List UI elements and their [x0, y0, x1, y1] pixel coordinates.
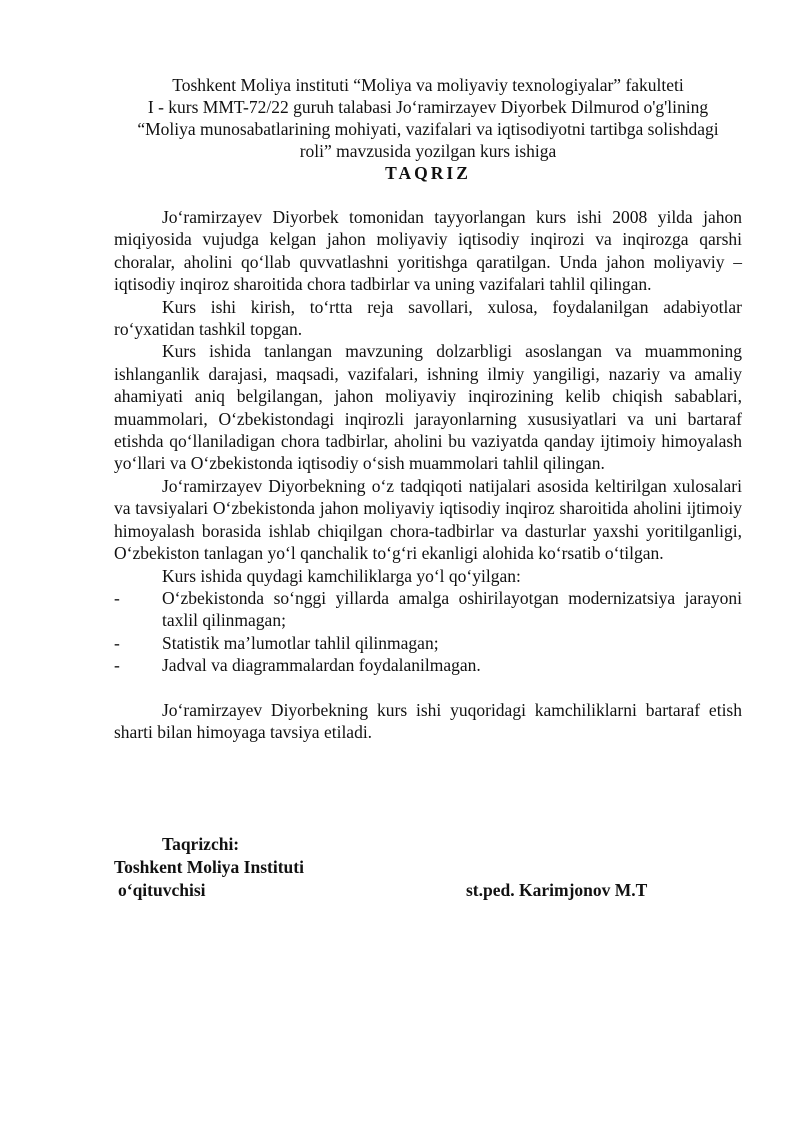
header-topic-line-end: roli” mavzusida yozilgan kurs ishiga — [299, 141, 557, 161]
list-item-text: Jadval va diagrammalardan foydalanilmagan. — [162, 655, 481, 676]
header-faculty-line: Toshkent Moliya instituti “Moliya va moliyaviy texnologiyalar” fakulteti — [172, 75, 684, 95]
paragraph-structure: Kurs ishi kirish, to‘rtta reja savollari, xulosa, foydalanilgan adabiyotlar ro‘yxatidan tashkil topgan. — [114, 296, 742, 340]
reviewer-position: o‘qituvchisi — [118, 880, 206, 900]
paragraph-intro: Jo‘ramirzayev Diyorbek tomonidan tayyorlangan kurs ishi 2008 yilda jahon miqiyosida vujudga kelgan jahon moliyaviy iqtisodiy inqirozi va inqirozga qarshi choralar, aholini qo‘llab quvvatlashni yoritishga qaratilgan. Unda jahon moliyaviy – iqtisodiy inqiroz sharoitida chora tadbirlar va uning vazifalari tahlil qilingan. — [114, 207, 742, 295]
paragraph-conclusions: Jo‘ramirzayev Diyorbekning o‘z tadqiqoti natijalari asosida keltirilgan xulosalari va tavsiyalari O‘zbekistonda jahon moliyaviy iqtisodiy inqiroz sharoitida aholini ijtimoiy himoyalash borasida ishlab chiqilgan chora-tadbirlar va dasturlar yaxshi yoritilganligi, O‘zbekiston tanlagan yo‘l qanchalik to‘g‘ri ekanligi alohida ko‘rsatib o‘tilgan. — [114, 475, 742, 564]
reviewer-label: Taqrizchi: — [162, 834, 240, 854]
document-header — [114, 74, 742, 162]
header-student-line: I - kurs MMT-72/22 guruh talabasi Jo‘ramirzayev Diyorbek Dilmurod o'g'lining — [147, 97, 709, 117]
signature-block — [114, 833, 742, 902]
list-dash: - — [114, 632, 120, 653]
document-title: TAQRIZ — [385, 163, 471, 183]
list-dash: - — [114, 587, 120, 608]
review-body — [114, 206, 742, 743]
reviewer-name: st.ped. Karimjonov M.T — [466, 880, 648, 900]
list-item — [114, 587, 742, 632]
paragraph-analysis: Kurs ishida tanlangan mavzuning dolzarbligi asoslangan va muammoning ishlanganlik darajasi, maqsadi, vazifalari, ishning ilmiy yangiligi, nazariy va amaliy ahamiyati aniq belgilangan, jahon moliyaviy inqirozining kelib chiqish sabablari, muammolari, O‘zbekistondagi inqirozli jarayonlarning xususiyatlari va uni bartaraf etishda qo‘llaniladigan chora tadbirlar, aholini bu vaziyatda qanday ijtimoiy himoyalash yo‘llari va O‘zbekistonda iqtisodiy o‘sish muammolari tahlil qilingan. — [114, 341, 742, 474]
spacer — [114, 677, 742, 699]
review-document — [114, 74, 742, 743]
list-item — [114, 632, 742, 654]
paragraph-shortcomings: Kurs ishida quydagi kamchiliklarga yo‘l qo‘yilgan: — [162, 565, 521, 586]
list-item-text: O‘zbekistonda so‘nggi yillarda amalga oshirilayotgan modernizatsiya jarayoni taxlil qilinmagan; — [162, 587, 742, 631]
list-item — [114, 654, 742, 676]
list-item-text: Statistik ma’lumotlar tahlil qilinmagan; — [162, 632, 439, 653]
reviewer-institution: Toshkent Moliya Instituti — [114, 857, 304, 877]
list-dash: - — [114, 655, 120, 676]
shortcomings-list — [114, 587, 742, 677]
paragraph-recommendation: Jo‘ramirzayev Diyorbekning kurs ishi yuqoridagi kamchiliklarni bartaraf etish sharti bilan himoyaga tavsiya etiladi. — [114, 699, 742, 742]
header-topic-line: “Moliya munosabatlarining mohiyati, vazifalari va iqtisodiyotni tartibga solishdagi — [137, 119, 719, 139]
